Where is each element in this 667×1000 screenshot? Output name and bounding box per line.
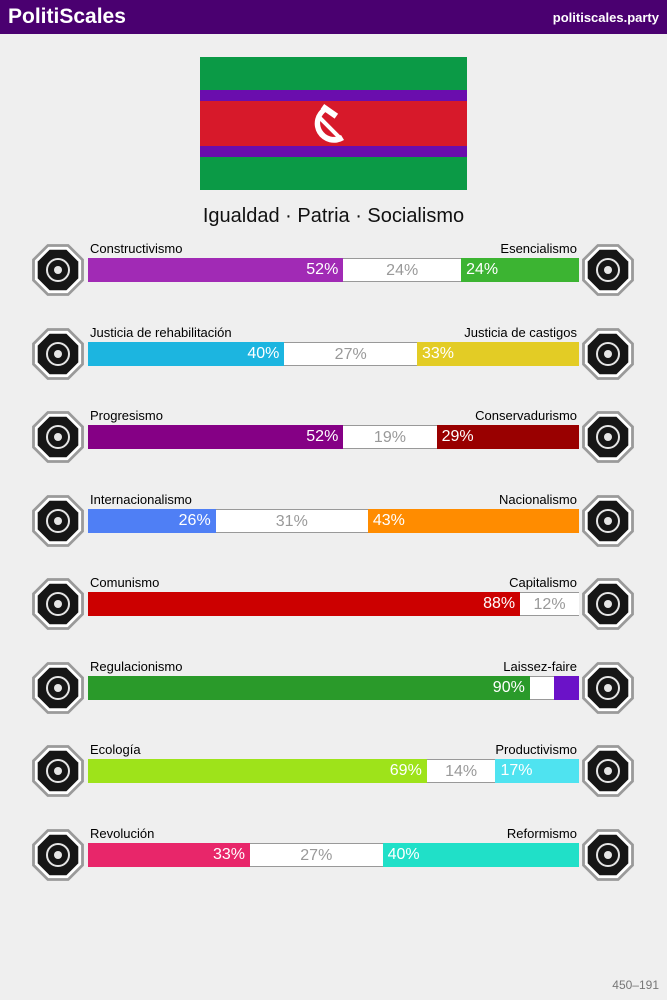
right-segment bbox=[437, 425, 579, 449]
right-segment bbox=[417, 342, 579, 366]
left-segment-value: 90% bbox=[492, 678, 525, 696]
rocket-icon bbox=[29, 408, 87, 466]
right-segment-value: 40% bbox=[387, 845, 420, 863]
axis-right-label: Nacionalismo bbox=[498, 491, 577, 507]
neutral-segment-value: 24% bbox=[386, 262, 419, 279]
left-segment-value: 26% bbox=[178, 511, 211, 529]
fingerprint-icon bbox=[29, 241, 87, 299]
left-segment bbox=[88, 592, 520, 616]
neutral-segment-value: 27% bbox=[334, 345, 367, 363]
result-flag bbox=[200, 57, 467, 190]
right-segment-value: 17% bbox=[500, 762, 533, 779]
right-segment-value: 29% bbox=[441, 428, 474, 445]
axis-right-label: Productivismo bbox=[495, 742, 577, 757]
axis-left-label: Justicia de rehabilitación bbox=[90, 324, 232, 340]
neutral-segment bbox=[520, 592, 579, 616]
axis-left-label: Revolución bbox=[90, 825, 155, 841]
axis-right-label: Reformismo bbox=[506, 825, 577, 841]
axis-bar bbox=[88, 843, 579, 867]
left-segment-value: 88% bbox=[483, 595, 516, 612]
axis-bar bbox=[88, 425, 579, 449]
axis-left-label: Comunismo bbox=[90, 575, 160, 590]
axis-bar bbox=[88, 509, 579, 533]
dna-flower-icon bbox=[579, 241, 637, 299]
left-segment-value: 69% bbox=[389, 762, 422, 779]
axis-bar bbox=[88, 759, 579, 783]
prison-bars-icon bbox=[579, 325, 637, 383]
left-segment-value: 33% bbox=[212, 845, 245, 863]
neutral-segment-value: 31% bbox=[275, 512, 308, 530]
money-bag-icon bbox=[579, 575, 637, 633]
neutral-segment bbox=[343, 258, 461, 282]
flag-icon bbox=[579, 492, 637, 550]
left-segment bbox=[88, 258, 343, 282]
neutral-segment-value: 19% bbox=[373, 429, 406, 446]
left-segment bbox=[88, 509, 216, 533]
app-title[interactable]: PolitiScales bbox=[8, 5, 126, 28]
sprout-icon bbox=[29, 742, 87, 800]
axis-row bbox=[0, 575, 667, 645]
neutral-segment-value: 14% bbox=[445, 763, 478, 780]
hammer-sickle-icon bbox=[29, 575, 87, 633]
axis-row bbox=[0, 241, 667, 311]
result-code: 450–191 bbox=[612, 978, 659, 992]
globe-icon bbox=[29, 492, 87, 550]
neutral-segment-value: 12% bbox=[533, 596, 566, 613]
parliament-icon bbox=[579, 826, 637, 884]
left-segment bbox=[88, 759, 427, 783]
right-segment-value: 33% bbox=[421, 344, 455, 362]
axis-right-label: Justicia de castigos bbox=[464, 324, 577, 340]
axis-row bbox=[0, 659, 667, 729]
axis-left-label: Ecología bbox=[90, 742, 141, 757]
handshake-icon bbox=[29, 325, 87, 383]
axis-right-label: Laissez-faire bbox=[503, 658, 577, 674]
axis-bar bbox=[88, 258, 579, 282]
axis-right-label: Conservadurismo bbox=[475, 408, 577, 423]
neutral-segment bbox=[530, 676, 555, 700]
left-segment bbox=[88, 425, 343, 449]
axis-row bbox=[0, 325, 667, 395]
ruler-icon bbox=[29, 659, 87, 717]
left-segment bbox=[88, 342, 284, 366]
axis-bar bbox=[88, 676, 579, 700]
neutral-segment bbox=[284, 342, 417, 366]
axis-bar bbox=[88, 342, 579, 366]
axis-row bbox=[0, 742, 667, 812]
header-bar bbox=[0, 0, 667, 34]
axis-left-label: Constructivismo bbox=[90, 241, 183, 256]
axis-row bbox=[0, 492, 667, 562]
site-link[interactable]: politiscales.party bbox=[552, 10, 659, 25]
left-segment bbox=[88, 676, 530, 700]
left-segment bbox=[88, 843, 250, 867]
left-segment-value: 40% bbox=[247, 344, 280, 362]
axis-left-label: Internacionalismo bbox=[90, 491, 192, 507]
axis-row bbox=[0, 408, 667, 478]
neutral-segment bbox=[427, 759, 496, 783]
axis-right-label: Esencialismo bbox=[500, 241, 577, 256]
neutral-segment-value: 27% bbox=[300, 846, 333, 864]
right-segment bbox=[368, 509, 579, 533]
right-segment bbox=[461, 258, 579, 282]
axis-left-label: Regulacionismo bbox=[90, 658, 183, 674]
neutral-segment bbox=[343, 425, 436, 449]
butterfly-icon bbox=[579, 659, 637, 717]
left-segment-value: 52% bbox=[306, 428, 339, 445]
right-segment bbox=[495, 759, 579, 783]
axis-right-label: Capitalismo bbox=[509, 575, 577, 590]
neutral-segment bbox=[250, 843, 383, 867]
factory-icon bbox=[579, 742, 637, 800]
right-segment bbox=[383, 843, 579, 867]
right-segment-value: 24% bbox=[466, 261, 499, 278]
neutral-segment bbox=[216, 509, 368, 533]
slogan: Igualdad · Patria · Socialismo bbox=[202, 205, 465, 227]
axis-row bbox=[0, 826, 667, 896]
quill-icon bbox=[579, 408, 637, 466]
axis-left-label: Progresismo bbox=[90, 408, 163, 423]
axis-bar bbox=[88, 592, 579, 616]
left-segment-value: 52% bbox=[306, 261, 339, 278]
right-segment bbox=[554, 676, 579, 700]
raised-fist-icon bbox=[29, 826, 87, 884]
right-segment-value: 43% bbox=[372, 511, 405, 529]
